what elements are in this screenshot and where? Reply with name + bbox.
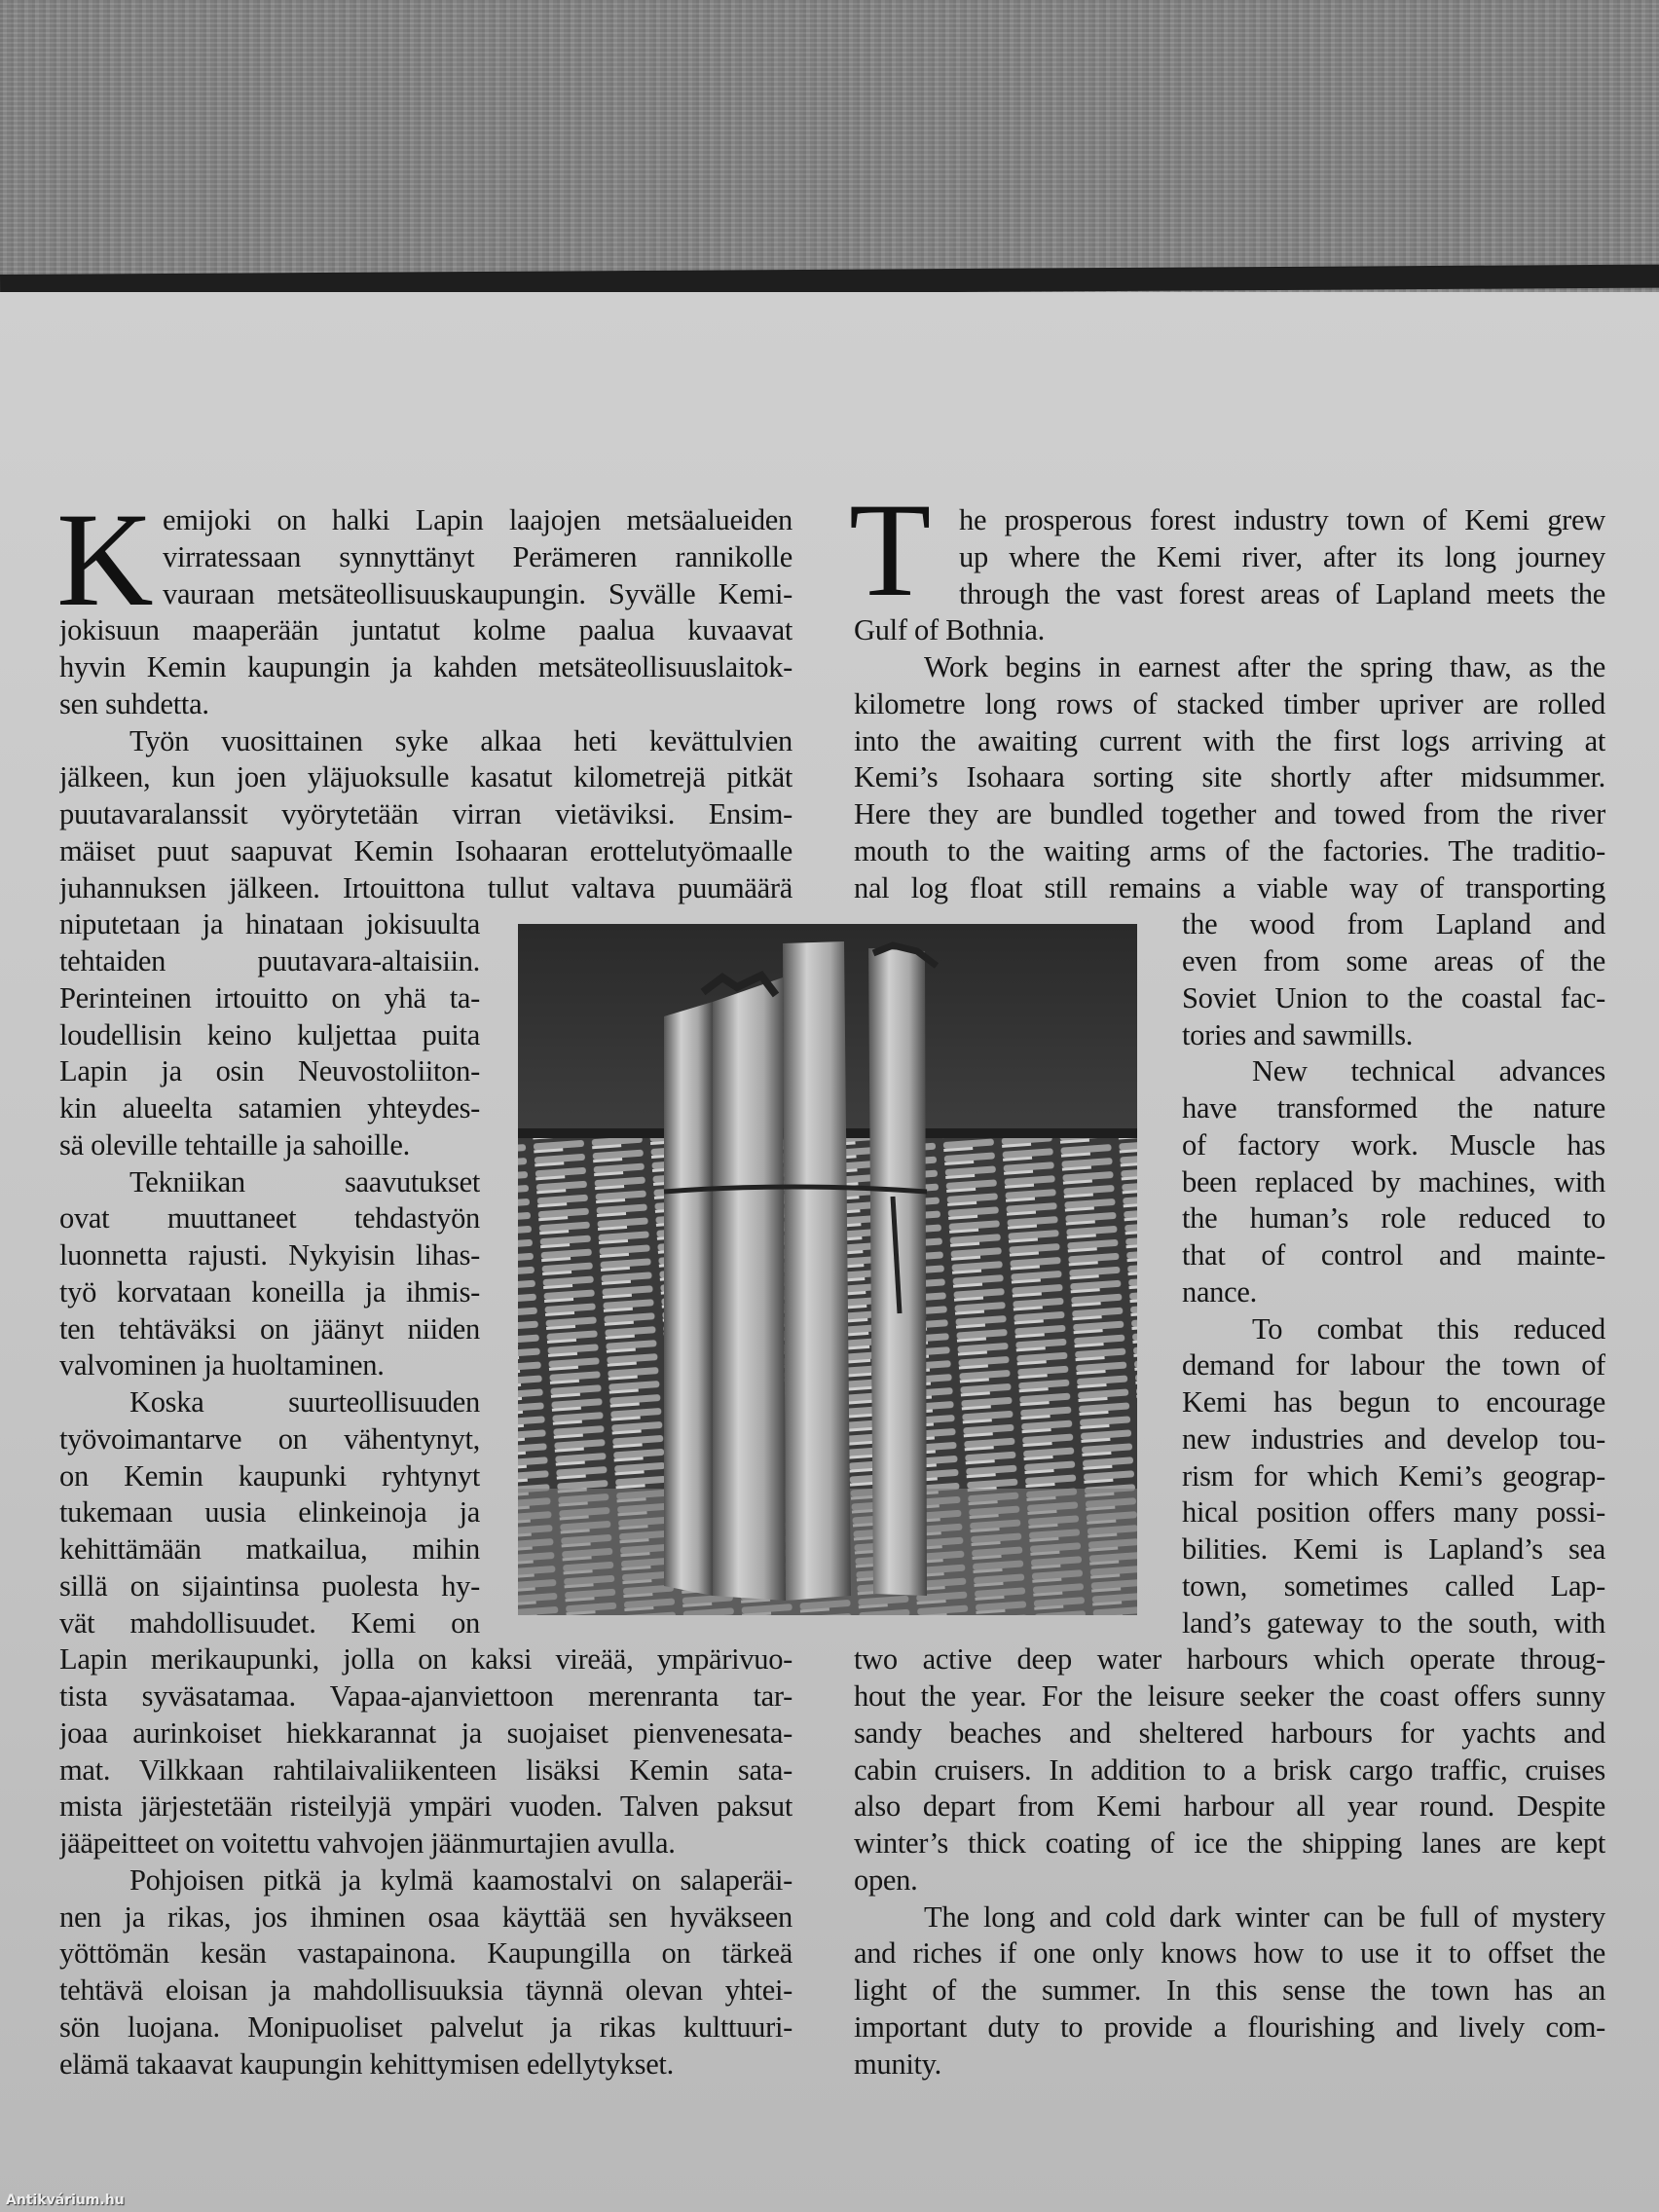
text-line: valvominen ja huoltaminen. xyxy=(59,1348,385,1382)
drop-cap-finnish: K xyxy=(56,485,154,634)
text-line: he prosperous forest industry town of Kemi grew xyxy=(959,503,1605,536)
text-line: Kemi’s Isohaara sorting site shortly after midsummer. xyxy=(854,760,1605,794)
text-line: Lapin merikaupunki, jolla on kaksi vireää, ympärivuo- xyxy=(59,1642,793,1677)
text-line: vauraan metsäteollisuuskaupungin. Syvälle Kemi- xyxy=(163,576,793,610)
text-line: sandy beaches and sheltered harbours for yachts and xyxy=(854,1715,1605,1750)
text-line: jääpeitteet on voitettu vahvojen jäänmurtajien avulla. xyxy=(59,1826,676,1860)
text-line: rism for which Kemi’s geograp- xyxy=(1182,1458,1605,1493)
text-line: virratessaan synnyttänyt Perämeren rannikolle xyxy=(163,539,793,573)
fabric-background xyxy=(0,0,1659,292)
text-line: sön luojana. Monipuoliset palvelut ja rikas kulttuuri- xyxy=(59,2009,793,2044)
text-line: the wood from Lapland and xyxy=(1182,907,1605,941)
text-line: tehtaiden puutavara-altaisiin. xyxy=(59,944,480,977)
text-line: jokisuun maaperään juntatut kolme paalua kuvaavat xyxy=(59,613,793,647)
text-line: Lapin ja osin Neuvostoliiton- xyxy=(59,1054,480,1088)
text-line: puutavaralanssit vyörytetään virran vietäviksi. Ensim- xyxy=(59,797,793,830)
photo-log-pilings xyxy=(518,924,1137,1615)
text-line: open. xyxy=(854,1862,918,1897)
text-line: ten tehtäväksi on jäänyt niiden xyxy=(59,1311,480,1346)
text-line: sillä on sijaintinsa puolesta hy- xyxy=(59,1568,480,1603)
text-line: Koska suurteollisuuden xyxy=(129,1385,480,1419)
text-line: Pohjoisen pitkä ja kylmä kaamostalvi on salaperäi- xyxy=(129,1862,793,1897)
text-line: Here they are bundled together and towed from the river xyxy=(854,797,1605,830)
text-line: tehtävä eloisan ja mahdollisuuksia täynnä olevan yhtei- xyxy=(59,1973,793,2007)
text-line: Gulf of Bothnia. xyxy=(854,613,1045,647)
text-line: that of control and mainte- xyxy=(1182,1238,1605,1272)
text-line: luonnetta rajusti. Nykyisin lihas- xyxy=(59,1238,480,1272)
text-line: kehittämään matkailua, mihin xyxy=(59,1532,480,1566)
text-line: ovat muuttaneet tehdastyön xyxy=(59,1201,480,1235)
text-line: into the awaiting current with the first logs arriving at xyxy=(854,723,1605,757)
text-line: vät mahdollisuudet. Kemi on xyxy=(59,1605,480,1640)
text-line: light of the summer. In this sense the town has an xyxy=(854,1973,1605,2007)
text-line: new industries and develop tou- xyxy=(1182,1421,1605,1456)
text-line: Perinteinen irtouitto on yhä ta- xyxy=(59,980,480,1014)
text-line: of factory work. Muscle has xyxy=(1182,1127,1605,1161)
text-line: nal log float still remains a viable way of transporting xyxy=(854,870,1605,904)
text-line: hout the year. For the leisure seeker the coast offers sunny xyxy=(854,1679,1605,1713)
text-line: niputetaan ja hinataan jokisuulta xyxy=(59,907,480,941)
text-line: joaa aurinkoiset hiekkarannat ja suojaiset pienvenesata- xyxy=(59,1715,793,1750)
text-line: cabin cruisers. In addition to a brisk cargo traffic, cruises xyxy=(854,1752,1605,1787)
text-line: through the vast forest areas of Lapland meets the xyxy=(959,576,1605,610)
text-line: nen ja rikas, jos ihminen osaa käyttää sen hyväkseen xyxy=(59,1899,793,1934)
text-line: Kemi has begun to encourage xyxy=(1182,1385,1605,1419)
watermark: Antikvárium.hu xyxy=(6,2193,125,2208)
text-line: have transformed the nature xyxy=(1182,1091,1605,1124)
text-line: up where the Kemi river, after its long journey xyxy=(959,539,1605,573)
drop-cap-english: T xyxy=(849,475,932,624)
text-line: important duty to provide a flourishing and lively com- xyxy=(854,2009,1605,2044)
text-line: yöttömän kesän vastapainona. Kaupungilla on tärkeä xyxy=(59,1936,793,1971)
text-line: työvoimantarve on vähentynyt, xyxy=(59,1421,480,1456)
text-line: emijoki on halki Lapin laajojen metsäalueiden xyxy=(163,503,793,536)
text-line: winter’s thick coating of ice the shipping lanes are kept xyxy=(854,1826,1605,1860)
text-line: To combat this reduced xyxy=(1252,1311,1605,1346)
text-line: mista järjestetään risteilyjä ympäri vuoden. Talven paksut xyxy=(59,1789,793,1824)
text-line: bilities. Kemi is Lapland’s sea xyxy=(1182,1532,1605,1566)
text-line: tukemaan uusia elinkeinoja ja xyxy=(59,1495,480,1530)
text-line: on Kemin kaupunki ryhtynyt xyxy=(59,1458,480,1493)
text-line: tories and sawmills. xyxy=(1182,1017,1414,1051)
text-line: Work begins in earnest after the spring thaw, as the xyxy=(924,650,1605,683)
text-line: Soviet Union to the coastal fac- xyxy=(1182,980,1605,1014)
text-line: nance. xyxy=(1182,1274,1257,1309)
text-line: the human’s role reduced to xyxy=(1182,1201,1605,1235)
text-line: mäiset puut saapuvat Kemin Isohaaran erottelutyömaalle xyxy=(59,833,793,867)
text-line: kilometre long rows of stacked timber upriver are rolled xyxy=(854,686,1605,720)
text-line: been replaced by machines, with xyxy=(1182,1164,1605,1198)
text-line: hical position offers many possi- xyxy=(1182,1495,1605,1530)
text-line: hyvin Kemin kaupungin ja kahden metsäteollisuuslaitok- xyxy=(59,650,793,683)
text-line: demand for labour the town of xyxy=(1182,1348,1605,1382)
text-line: loudellisin keino kuljettaa puita xyxy=(59,1017,480,1051)
text-line: kin alueelta satamien yhteydes- xyxy=(59,1091,480,1124)
text-line: Työn vuosittainen syke alkaa heti kevättulvien xyxy=(129,723,793,757)
text-line: jälkeen, kun joen yläjuoksulle kasatut kilometrejä pitkät xyxy=(59,760,793,794)
text-line: mat. Vilkkaan rahtilaivaliikenteen lisäksi Kemin sata- xyxy=(59,1752,793,1787)
text-line: New technical advances xyxy=(1252,1054,1605,1088)
text-line: elämä takaavat kaupungin kehittymisen edellytykset. xyxy=(59,2046,674,2081)
text-line: land’s gateway to the south, with xyxy=(1182,1605,1605,1640)
text-line: The long and cold dark winter can be full of mystery xyxy=(924,1899,1605,1934)
text-line: two active deep water harbours which operate throug- xyxy=(854,1642,1605,1677)
text-line: munity. xyxy=(854,2046,941,2081)
text-line: mouth to the waiting arms of the factories. The traditio- xyxy=(854,833,1605,867)
text-line: also depart from Kemi harbour all year round. Despite xyxy=(854,1789,1605,1824)
text-line: sen suhdetta. xyxy=(59,686,209,720)
text-line: juhannuksen jälkeen. Irtouittona tullut valtava puumäärä xyxy=(59,870,793,904)
text-line: tista syväsatamaa. Vapaa-ajanviettoon merenranta tar- xyxy=(59,1679,793,1713)
text-line: town, sometimes called Lap- xyxy=(1182,1568,1605,1603)
text-line: työ korvataan koneilla ja ihmis- xyxy=(59,1274,480,1309)
text-line: Tekniikan saavutukset xyxy=(129,1164,480,1198)
text-line: sä oleville tehtaille ja sahoille. xyxy=(59,1127,410,1161)
text-line: and riches if one only knows how to use it to offset the xyxy=(854,1936,1605,1971)
text-line: even from some areas of the xyxy=(1182,944,1605,977)
